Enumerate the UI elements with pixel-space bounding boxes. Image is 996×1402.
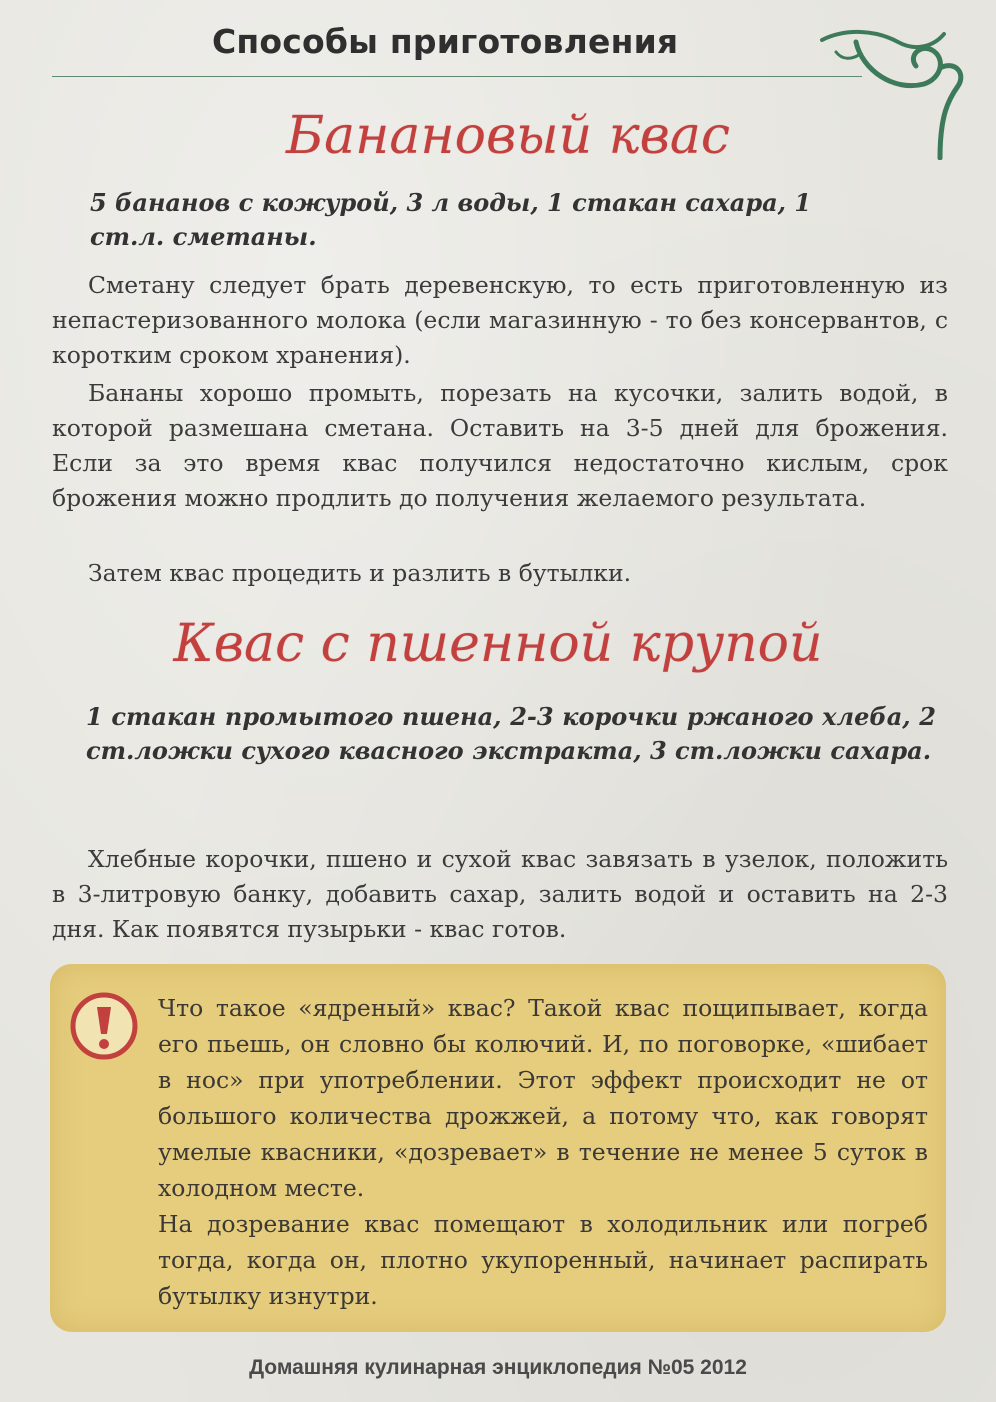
- recipe-step: Сметану следует брать деревенскую, то есть приготовленную из непастеризованного молока (если магазинную - то без консервантов, с коротким сроком хранения).: [52, 271, 948, 369]
- recipe-title-millet-kvass: Квас с пшенной крупой: [173, 614, 823, 674]
- exclamation-circle-icon: [68, 990, 140, 1062]
- tip-text: Что такое «ядреный» квас? Такой квас пощипывает, когда его пьешь, он словно бы колючий. И, по поговорке, «шибает в нос» при употреблении. Этот эффект происходит не от большого количества дрожжей, а потому что, как говорят умелые квасники, «дозревает» в течение не менее 5 суток в холодном месте.: [158, 994, 928, 1202]
- recipe-ingredients: 1 стакан промытого пшена, 2-3 корочки ржаного хлеба, 2 ст.ложки сухого квасного экстракта, 3 ст.ложки сахара.: [86, 702, 936, 765]
- recipe-title-banana-kvass: Банановый квас: [285, 106, 731, 166]
- recipe-step: Бананы хорошо промыть, порезать на кусочки, залить водой, в которой размешана сметана. Оставить на 3-5 дней для брожения. Если за это время квас получился недостаточно кислым, срок брожения можно продлить до получения желаемого результата.: [52, 379, 948, 512]
- source-caption: Домашняя кулинарная энциклопедия №05 2012: [249, 1356, 747, 1379]
- recipe-step: Хлебные корочки, пшено и сухой квас завязать в узелок, положить в 3-литровую банку, добавить сахар, залить водой и оставить на 2-3 дня. Как появятся пузырьки - квас готов.: [52, 845, 948, 943]
- recipe-step: Затем квас процедить и разлить в бутылки.: [88, 559, 632, 587]
- tip-text-continued: На дозревание квас помещают в холодильник или погреб тогда, когда он, плотно укупоренный, начинает распирать бутылку изнутри.: [158, 1210, 928, 1310]
- header-divider: [52, 76, 862, 77]
- section-title: Способы приготовления: [212, 22, 679, 61]
- recipe-ingredients: 5 бананов с кожурой, 3 л воды, 1 стакан сахара, 1 ст.л. сметаны.: [90, 188, 812, 251]
